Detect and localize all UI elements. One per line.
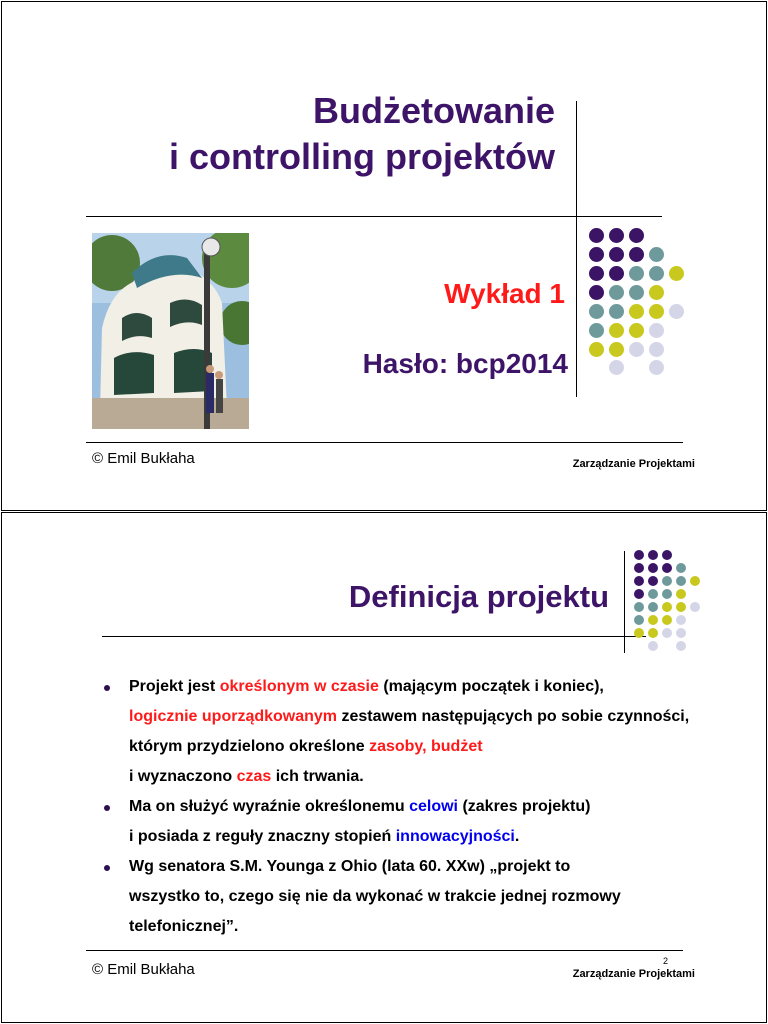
dot — [629, 285, 644, 300]
dot — [669, 266, 684, 281]
text: . — [514, 828, 520, 845]
dot — [609, 304, 624, 319]
text: (zakres projektu) — [458, 798, 591, 815]
dot — [634, 628, 644, 638]
dot — [649, 360, 664, 375]
text: i posiada z reguły znaczny stopień — [129, 828, 396, 845]
dot — [649, 342, 664, 357]
dot — [676, 589, 686, 599]
footer-course: Zarządzanie Projektami — [572, 968, 695, 980]
dot — [634, 563, 644, 573]
text: Ma on służyć wyraźnie określonemu — [129, 798, 410, 815]
title-line-2: i controlling projektów — [169, 136, 555, 177]
slide-title: Definicja projektu — [348, 579, 609, 614]
dot — [634, 576, 644, 586]
slide-2 — [1, 512, 767, 1023]
dot — [648, 628, 658, 638]
dot — [649, 247, 664, 262]
text: (mającym początek i koniec), — [378, 678, 604, 695]
emphasis-red: logicznie uporządkowanym — [129, 708, 338, 725]
list-item — [110, 852, 690, 942]
dot — [648, 589, 658, 599]
dot — [662, 563, 672, 573]
dot — [648, 641, 658, 651]
dot — [589, 304, 604, 319]
dot — [676, 576, 686, 586]
dot — [589, 323, 604, 338]
dot — [634, 602, 644, 612]
dot — [648, 615, 658, 625]
emphasis-red: określonym w czasie — [219, 678, 379, 695]
text: zestawem następujących po sobie czynności, którym przydzielono określone — [129, 708, 690, 755]
dot — [649, 304, 664, 319]
lecture-label: Wykład 1 — [444, 278, 565, 309]
page-number: 2 — [663, 956, 669, 966]
dot — [690, 576, 700, 586]
emphasis-blue: innowacyjności — [395, 828, 515, 845]
dot — [676, 641, 686, 651]
dot — [649, 323, 664, 338]
dot — [662, 576, 672, 586]
dot — [648, 563, 658, 573]
dot — [676, 615, 686, 625]
title-line-1: Budżetowanie — [312, 90, 555, 131]
dot — [589, 228, 604, 243]
dot — [676, 602, 686, 612]
decorative-dots — [2, 2, 768, 512]
text: Wg senatora S.M. Younga z Ohio (lata 60. XXw) „projekt to — [129, 858, 571, 875]
dot — [649, 285, 664, 300]
text: ich trwania. — [271, 768, 364, 785]
dot — [629, 228, 644, 243]
dot — [690, 602, 700, 612]
dot — [609, 247, 624, 262]
dot — [648, 550, 658, 560]
dot — [676, 628, 686, 638]
dot — [662, 589, 672, 599]
definition-list — [110, 672, 690, 942]
text: Projekt jest — [129, 678, 220, 695]
dot — [676, 563, 686, 573]
dot — [662, 615, 672, 625]
footer-author: © Emil Bukłaha — [92, 961, 195, 978]
emphasis-blue: celowi — [409, 798, 458, 815]
text: telefonicznej”. — [129, 918, 239, 935]
emphasis-red: czas — [236, 768, 272, 785]
dot — [609, 360, 624, 375]
dot — [589, 266, 604, 281]
footer-author: © Emil Bukłaha — [92, 450, 195, 467]
footer-divider — [86, 950, 683, 951]
emphasis-red: zasoby, budżet — [369, 738, 483, 755]
dot — [662, 602, 672, 612]
dot — [609, 266, 624, 281]
password-label: Hasło: bcp2014 — [362, 348, 568, 379]
dot — [629, 304, 644, 319]
dot — [649, 266, 664, 281]
dot — [589, 342, 604, 357]
dot — [634, 589, 644, 599]
footer-divider — [86, 442, 683, 443]
dot — [662, 628, 672, 638]
dot — [609, 342, 624, 357]
slide-1 — [1, 1, 767, 511]
dot — [609, 285, 624, 300]
dot — [634, 550, 644, 560]
dot — [589, 285, 604, 300]
dot — [629, 266, 644, 281]
text: wszystko to, czego się nie da wykonać w trakcie jednej rozmowy — [129, 888, 621, 905]
dot — [634, 615, 644, 625]
dot — [648, 576, 658, 586]
dot — [589, 247, 604, 262]
list-item — [110, 672, 690, 792]
dot — [629, 342, 644, 357]
text: i wyznaczono — [129, 768, 237, 785]
dot — [648, 602, 658, 612]
dot — [629, 323, 644, 338]
dot — [662, 550, 672, 560]
dot — [669, 304, 684, 319]
dot — [609, 228, 624, 243]
dot — [629, 247, 644, 262]
list-item — [110, 792, 690, 852]
footer-course: Zarządzanie Projektami — [572, 458, 695, 470]
dot — [609, 323, 624, 338]
